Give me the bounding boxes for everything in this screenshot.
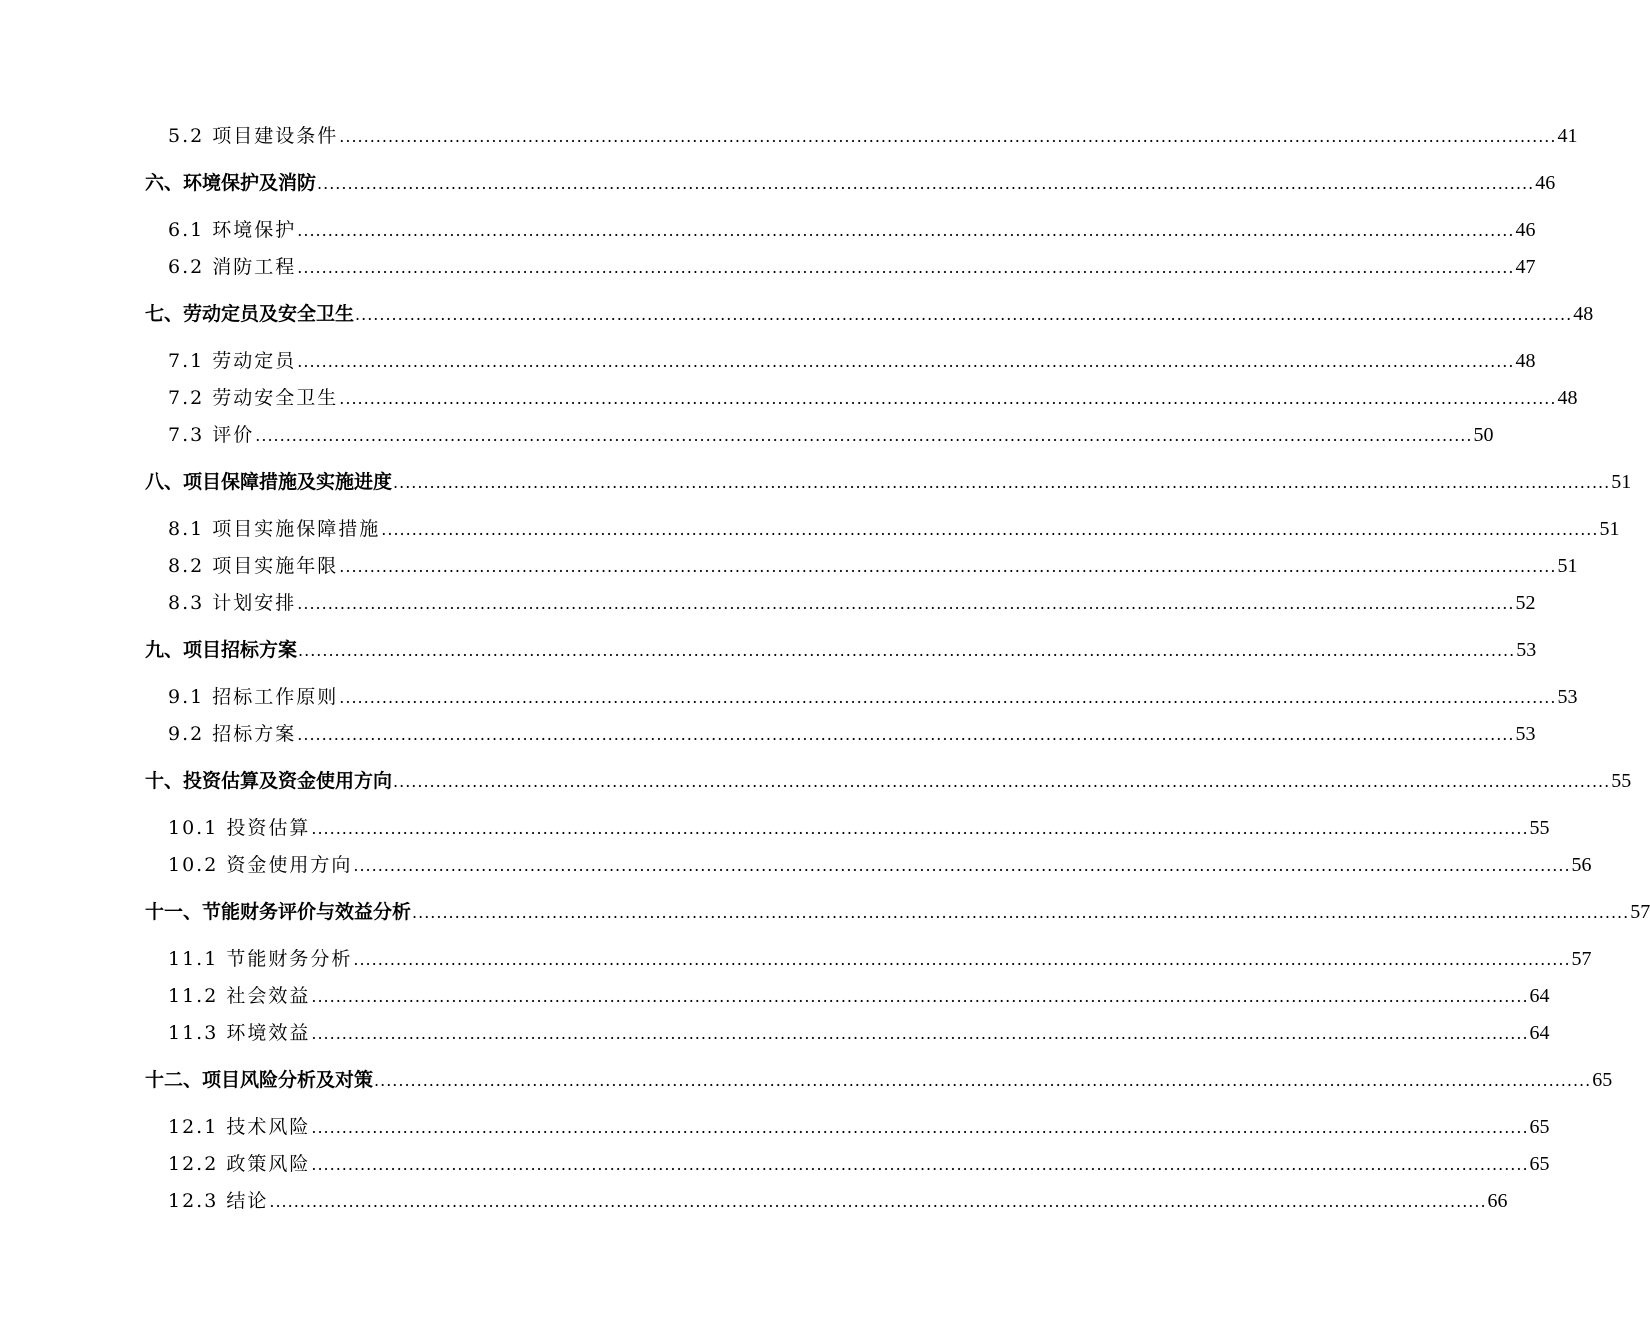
toc-entry[interactable] bbox=[168, 683, 1578, 711]
dot-leader: ........................................................................................................................................................................................................ bbox=[297, 258, 1515, 277]
dot-leader: ........................................................................................................................................................................................................ bbox=[311, 987, 1529, 1006]
toc-entry[interactable] bbox=[168, 1187, 1508, 1215]
toc-entry-label: 7.1 劳动定员 bbox=[168, 350, 297, 372]
dot-leader: ........................................................................................................................................................................................................ bbox=[297, 352, 1515, 371]
dot-leader: ........................................................................................................................................................................................................ bbox=[393, 473, 1611, 492]
toc-entry[interactable] bbox=[168, 982, 1550, 1010]
toc-entry[interactable] bbox=[168, 589, 1536, 617]
toc-entry-page: 65 bbox=[1592, 1069, 1613, 1091]
toc-entry-label: 七、劳动定员及安全卫生 bbox=[145, 303, 355, 325]
toc-entry-label: 六、环境保护及消防 bbox=[145, 172, 317, 194]
toc-entry-label: 5.2 项目建设条件 bbox=[168, 125, 339, 147]
toc-entry-page: 50 bbox=[1473, 424, 1494, 446]
toc-entry[interactable] bbox=[168, 1113, 1550, 1141]
toc-entry-label: 8.2 项目实施年限 bbox=[168, 555, 339, 577]
toc-entry-label: 十一、节能财务评价与效益分析 bbox=[145, 901, 412, 923]
toc-entry[interactable] bbox=[168, 216, 1536, 244]
dot-leader: ........................................................................................................................................................................................................ bbox=[311, 819, 1529, 838]
toc-entry[interactable] bbox=[168, 1150, 1550, 1178]
dot-leader: ........................................................................................................................................................................................................ bbox=[311, 1024, 1529, 1043]
toc-entry-page: 66 bbox=[1487, 1190, 1508, 1212]
dot-leader: ........................................................................................................................................................................................................ bbox=[297, 221, 1515, 240]
toc-entry-label: 八、项目保障措施及实施进度 bbox=[145, 471, 393, 493]
toc-entry-label: 12.2 政策风险 bbox=[168, 1153, 311, 1175]
toc-entry[interactable] bbox=[168, 384, 1578, 412]
toc-entry[interactable] bbox=[168, 851, 1592, 879]
toc-entry-page: 41 bbox=[1557, 125, 1578, 147]
toc-entry-label: 9.1 招标工作原则 bbox=[168, 686, 339, 708]
toc-entry[interactable] bbox=[145, 898, 1650, 926]
toc-entry-label: 11.2 社会效益 bbox=[168, 985, 311, 1007]
dot-leader: ........................................................................................................................................................................................................ bbox=[298, 641, 1516, 660]
toc-entry[interactable] bbox=[168, 515, 1620, 543]
toc-entry-page: 65 bbox=[1529, 1153, 1550, 1175]
toc-entry-page: 51 bbox=[1599, 518, 1620, 540]
dot-leader: ........................................................................................................................................................................................................ bbox=[297, 725, 1515, 744]
toc-entry[interactable] bbox=[168, 347, 1536, 375]
toc-entry-page: 46 bbox=[1515, 219, 1536, 241]
toc-entry-page: 57 bbox=[1571, 948, 1592, 970]
toc-entry[interactable] bbox=[168, 1019, 1550, 1047]
toc-entry-label: 7.3 评价 bbox=[168, 424, 255, 446]
dot-leader: ........................................................................................................................................................................................................ bbox=[393, 772, 1611, 791]
dot-leader: ........................................................................................................................................................................................................ bbox=[311, 1118, 1529, 1137]
toc-entry-label: 10.1 投资估算 bbox=[168, 817, 311, 839]
dot-leader: ........................................................................................................................................................................................................ bbox=[412, 903, 1630, 922]
toc-entry[interactable] bbox=[168, 253, 1536, 281]
dot-leader: ........................................................................................................................................................................................................ bbox=[339, 389, 1557, 408]
toc-entry-page: 48 bbox=[1573, 303, 1594, 325]
toc-entry-page: 64 bbox=[1529, 1022, 1550, 1044]
toc-entry-label: 12.3 结论 bbox=[168, 1190, 269, 1212]
toc-entry-page: 46 bbox=[1535, 172, 1556, 194]
toc-entry-page: 48 bbox=[1515, 350, 1536, 372]
toc-entry-page: 51 bbox=[1611, 471, 1632, 493]
dot-leader: ........................................................................................................................................................................................................ bbox=[339, 127, 1557, 146]
toc-entry[interactable] bbox=[168, 814, 1550, 842]
toc-entry-page: 57 bbox=[1630, 901, 1650, 923]
toc-entry-label: 十、投资估算及资金使用方向 bbox=[145, 770, 393, 792]
dot-leader: ........................................................................................................................................................................................................ bbox=[339, 688, 1557, 707]
toc-entry[interactable] bbox=[145, 468, 1632, 496]
toc-entry[interactable] bbox=[145, 767, 1632, 795]
toc-entry-label: 九、项目招标方案 bbox=[145, 639, 298, 661]
dot-leader: ........................................................................................................................................................................................................ bbox=[255, 426, 1473, 445]
toc-entry-label: 7.2 劳动安全卫生 bbox=[168, 387, 339, 409]
toc-entry-label: 6.2 消防工程 bbox=[168, 256, 297, 278]
toc-entry-page: 48 bbox=[1557, 387, 1578, 409]
toc-entry-page: 53 bbox=[1515, 723, 1536, 745]
toc-entry-page: 52 bbox=[1515, 592, 1536, 614]
dot-leader: ........................................................................................................................................................................................................ bbox=[269, 1192, 1487, 1211]
toc-entry[interactable] bbox=[168, 552, 1578, 580]
toc-entry-page: 53 bbox=[1516, 639, 1537, 661]
toc-entry-label: 6.1 环境保护 bbox=[168, 219, 297, 241]
toc-entry-label: 12.1 技术风险 bbox=[168, 1116, 311, 1138]
toc-entry-page: 53 bbox=[1557, 686, 1578, 708]
dot-leader: ........................................................................................................................................................................................................ bbox=[381, 520, 1599, 539]
dot-leader: ........................................................................................................................................................................................................ bbox=[353, 950, 1571, 969]
toc-entry[interactable] bbox=[168, 122, 1578, 150]
dot-leader: ........................................................................................................................................................................................................ bbox=[355, 305, 1573, 324]
toc-entry-label: 11.3 环境效益 bbox=[168, 1022, 311, 1044]
toc-entry-page: 51 bbox=[1557, 555, 1578, 577]
toc-entry[interactable] bbox=[168, 945, 1592, 973]
dot-leader: ........................................................................................................................................................................................................ bbox=[339, 557, 1557, 576]
toc-entry-page: 55 bbox=[1529, 817, 1550, 839]
toc-entry[interactable] bbox=[145, 636, 1537, 664]
toc-entry-label: 8.3 计划安排 bbox=[168, 592, 297, 614]
toc-entry-label: 11.1 节能财务分析 bbox=[168, 948, 353, 970]
toc-entry-page: 65 bbox=[1529, 1116, 1550, 1138]
toc-entry-page: 56 bbox=[1571, 854, 1592, 876]
dot-leader: ........................................................................................................................................................................................................ bbox=[297, 594, 1515, 613]
toc-entry-label: 9.2 招标方案 bbox=[168, 723, 297, 745]
toc-entry[interactable] bbox=[168, 720, 1536, 748]
dot-leader: ........................................................................................................................................................................................................ bbox=[374, 1071, 1592, 1090]
toc-entry-label: 十二、项目风险分析及对策 bbox=[145, 1069, 374, 1091]
toc-entry-label: 10.2 资金使用方向 bbox=[168, 854, 353, 876]
toc-entry[interactable] bbox=[145, 300, 1594, 328]
toc-entry-label: 8.1 项目实施保障措施 bbox=[168, 518, 381, 540]
toc-entry-page: 55 bbox=[1611, 770, 1632, 792]
dot-leader: ........................................................................................................................................................................................................ bbox=[311, 1155, 1529, 1174]
toc-entry[interactable] bbox=[145, 1066, 1613, 1094]
toc-entry-page: 64 bbox=[1529, 985, 1550, 1007]
toc-entry[interactable] bbox=[145, 169, 1556, 197]
dot-leader: ........................................................................................................................................................................................................ bbox=[317, 174, 1535, 193]
toc-entry[interactable] bbox=[168, 421, 1494, 449]
dot-leader: ........................................................................................................................................................................................................ bbox=[353, 856, 1571, 875]
toc-entry-page: 47 bbox=[1515, 256, 1536, 278]
